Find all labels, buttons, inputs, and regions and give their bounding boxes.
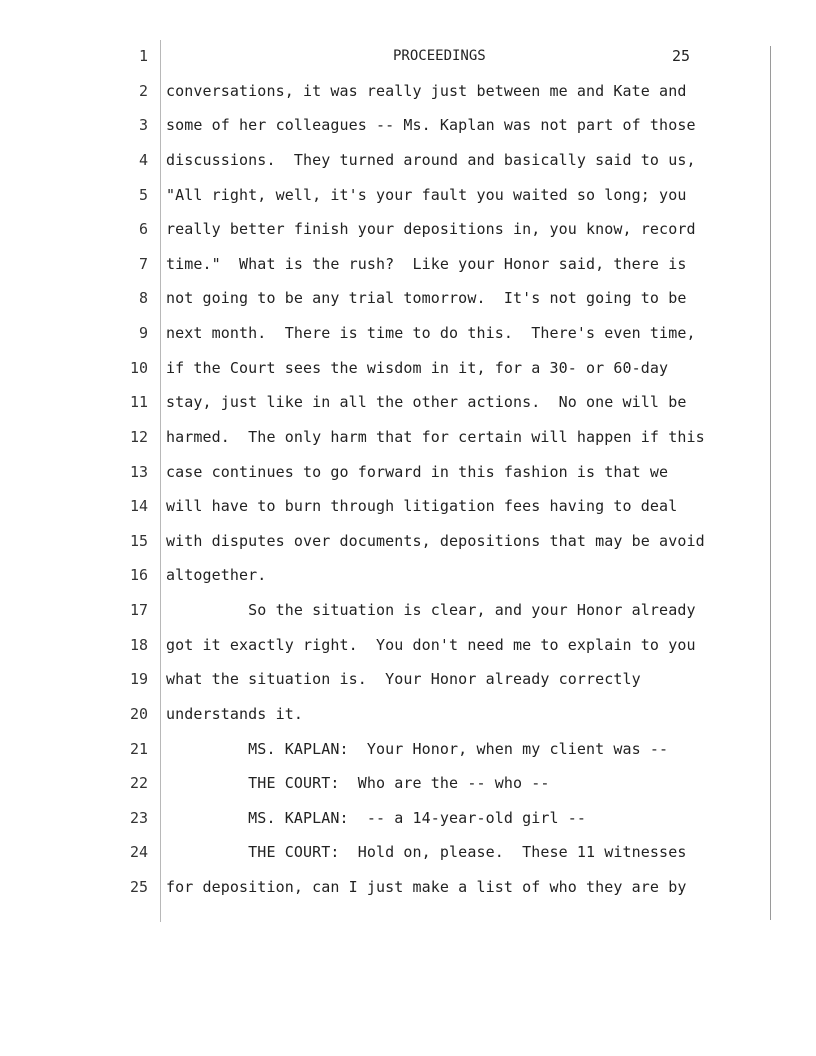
transcript-line: [0, 212, 816, 247]
transcript-line: [0, 108, 816, 143]
transcript-line: [0, 143, 816, 178]
line-text: what the situation is. Your Honor already correctly: [166, 670, 641, 689]
transcript-line: [0, 558, 816, 593]
line-text: got it exactly right. You don't need me to explain to you: [166, 635, 696, 654]
transcript-line: [0, 74, 816, 109]
line-text: will have to burn through litigation fees having to deal: [166, 497, 678, 516]
line-text: if the Court sees the wisdom in it, for a 30- or 60-day: [166, 358, 669, 377]
transcript-line: [0, 39, 816, 74]
line-number: 23: [129, 808, 148, 827]
transcript-line: [0, 524, 816, 559]
line-number: 25: [129, 878, 148, 896]
line-text: THE COURT: Hold on, please. These 11 witnesses: [166, 843, 687, 862]
line-number: 11: [129, 393, 148, 412]
line-number: 13: [129, 462, 148, 481]
line-text: not going to be any trial tomorrow. It's not going to be: [166, 289, 687, 308]
line-text: really better finish your depositions in, you know, record: [166, 220, 696, 239]
line-number: 24: [129, 843, 148, 862]
transcript-line: [0, 420, 816, 455]
line-number: 2: [138, 81, 148, 100]
line-number: 19: [129, 670, 148, 689]
transcript-line: [0, 870, 816, 905]
transcript-line: [0, 732, 816, 767]
transcript-line: [0, 835, 816, 870]
line-text: altogether.: [166, 566, 267, 585]
transcript-line: [0, 316, 816, 351]
line-text: for deposition, can I just make a list of who they are by: [166, 878, 687, 896]
line-number: 22: [129, 774, 148, 793]
line-number: 4: [138, 150, 148, 169]
line-number: 8: [138, 289, 148, 308]
line-number: 16: [129, 566, 148, 585]
line-number: 5: [138, 185, 148, 204]
transcript-line: [0, 247, 816, 282]
transcript-line: [0, 455, 816, 490]
line-number: 7: [138, 254, 148, 273]
line-text: discussions. They turned around and basically said to us,: [166, 150, 696, 169]
transcript-line: [0, 178, 816, 213]
transcript-lines: [0, 39, 816, 905]
transcript-line: [0, 801, 816, 836]
line-text: MS. KAPLAN: -- a 14-year-old girl --: [166, 808, 587, 827]
transcript-line: [0, 593, 816, 628]
line-number: 10: [129, 358, 148, 377]
transcript-line: [0, 697, 816, 732]
line-number: 20: [129, 704, 148, 723]
line-number: 1: [138, 47, 148, 65]
line-text: stay, just like in all the other actions. No one will be: [166, 393, 687, 412]
transcript-line: [0, 628, 816, 663]
line-text: with disputes over documents, depositions that may be avoid: [166, 531, 705, 550]
line-text: next month. There is time to do this. There's even time,: [166, 324, 696, 342]
line-text: MS. KAPLAN: Your Honor, when my client was --: [166, 739, 669, 758]
line-text: "All right, well, it's your fault you waited so long; you: [166, 185, 687, 204]
line-text: So the situation is clear, and your Honor already: [166, 601, 696, 619]
line-number: 18: [129, 635, 148, 654]
line-text: case continues to go forward in this fashion is that we: [166, 462, 669, 481]
line-number: 3: [138, 116, 148, 135]
line-number: 21: [129, 739, 148, 758]
line-text: understands it.: [166, 704, 303, 723]
line-number: 14: [129, 497, 148, 516]
line-number: 6: [138, 220, 148, 239]
line-text: harmed. The only harm that for certain will happen if this: [166, 427, 705, 446]
line-text: time." What is the rush? Like your Honor said, there is: [166, 254, 687, 273]
transcript-line: [0, 662, 816, 697]
transcript-line: [0, 351, 816, 386]
line-text: some of her colleagues -- Ms. Kaplan was not part of those: [166, 116, 696, 135]
line-number: 9: [138, 324, 148, 342]
transcript-line: [0, 281, 816, 316]
transcript-line: [0, 385, 816, 420]
page-number: 25: [672, 47, 691, 65]
transcript-line: [0, 489, 816, 524]
transcript-line: [0, 766, 816, 801]
line-text: conversations, it was really just between me and Kate and: [166, 81, 687, 100]
line-text: THE COURT: Who are the -- who --: [166, 774, 550, 793]
line-number: 15: [129, 531, 148, 550]
page-header-title: PROCEEDINGS: [393, 48, 486, 64]
line-number: 17: [129, 601, 148, 619]
line-number: 12: [129, 427, 148, 446]
